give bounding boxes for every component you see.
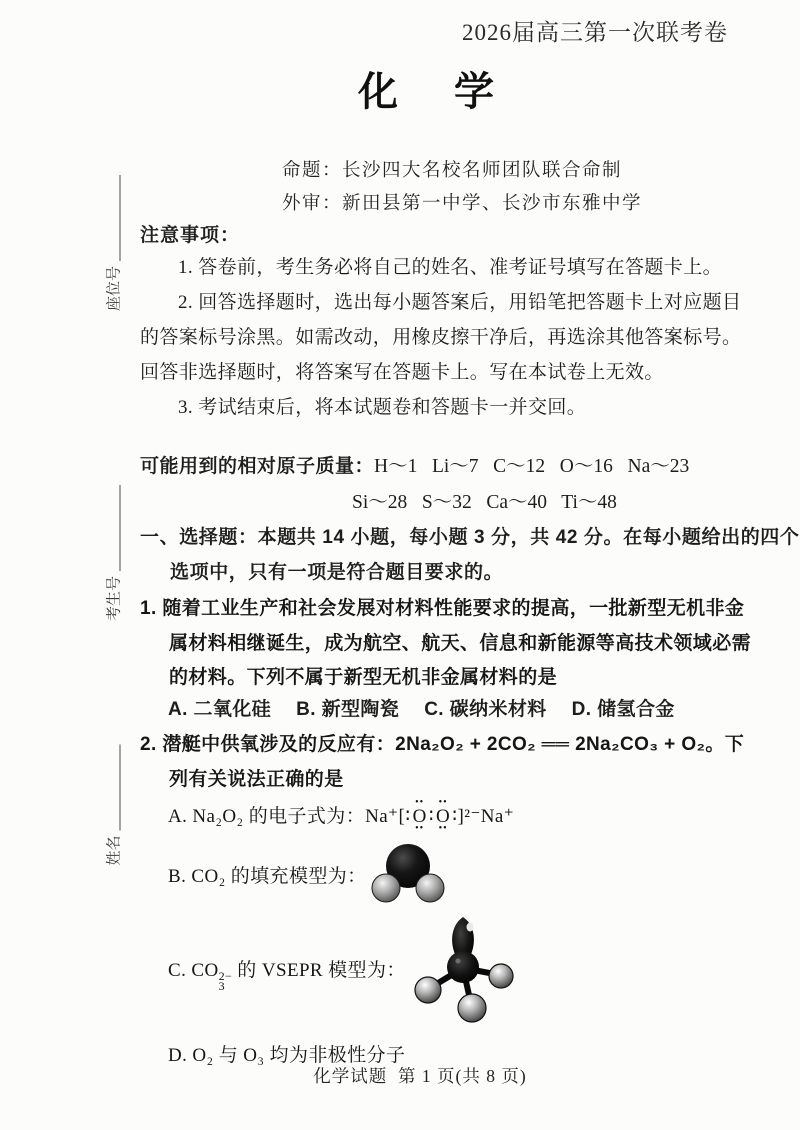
q1-option-d: D. 储氢合金 [571,699,675,720]
central-carbon-sphere [447,951,479,983]
carbonate-charge: 2− [218,969,233,983]
candidate-number-field [103,485,124,621]
atomic-masses-values-2: Si～28 S～32 Ca～40 Ti～48 [352,492,617,513]
q1-option-a: A. 二氧化硅 [168,699,272,720]
question-1-stem: 1. 随着工业生产和社会发展对材料性能要求的提高，一批新型无机非金属材料相继诞生，成为航空、航天、信息和新能源等高技术领域必需的材料。下列不属于新型无机非金属材料的是 [140,598,752,688]
co2-space-filling-model [370,842,446,906]
student-name-blank-line [120,744,121,830]
co32-vsepr-ball-stick-model [412,908,514,1038]
note-item-1: 1. 答卷前，考生务必将自己的姓名、准考证号填写在答题卡上。 [178,257,723,278]
atomic-masses-values-1: H～1 Li～7 C～12 O～16 Na～23 [374,456,690,477]
question-1-options [168,694,675,721]
q2-option-c-suffix: 的 VSEPR 模型为： [232,960,406,981]
seat-number-field [103,175,124,311]
electron-pair-separator: ∶ [428,806,435,827]
oxygen-atom-sphere [372,874,400,902]
q1-option-c: C. 碳纳米材料 [424,699,547,720]
question-2-stem: 2. 潜艇中供氧涉及的反应有：2Na₂O₂ + 2CO₂ ══ 2Na₂CO₃ + O₂。下列有关说法正确的是 [140,734,745,790]
atomic-masses-label: 可能用到的相对原子质量： [140,456,375,477]
carbonate-subscript: 3 [218,979,225,993]
seat-number-blank-line [120,175,121,261]
candidate-number-blank-line [120,485,121,571]
q2-option-a-prefix: A. Na₂O₂ 的电子式为：Na⁺[∶ [168,806,411,827]
central-carbon-highlight [455,959,460,964]
note-item-3: 3. 考试结束后，将本试题卷和答题卡一并交回。 [178,397,587,418]
candidate-number-label: 考生号 [106,575,123,622]
carbonate-charge-stack [219,971,233,991]
q2-option-a-suffix: ∶]²⁻Na⁺ [452,806,515,827]
student-name-label: 姓名 [106,835,123,866]
q2-option-c [168,908,514,1038]
note-item-2: 2. 回答选择题时，选出每小题答案后，用铅笔把答题卡上对应题目的答案标号涂黑。如需改动，用橡皮擦干净后，再选涂其他答案标号。回答非选择题时，将答案写在答题卡上。写在本试卷上无效。 [140,292,742,383]
page-footer: 化学试题 第 1 页(共 8 页) [313,1066,527,1086]
oxygen-atom-sphere [458,994,486,1022]
reviewer-line: 外审：新田县第一中学、长沙市东雅中学 [282,194,643,214]
seat-number-label: 座位号 [106,265,123,312]
oxygen-atom-sphere [416,874,444,902]
section-heading-line-2: 选项中，只有一项是符合题目要求的。 [170,562,504,583]
q2-option-c-text [168,955,406,991]
q2-option-c-prefix: C. CO [168,960,219,981]
oxygen-atom-sphere [415,977,441,1003]
notes-heading: 注意事项： [140,225,241,246]
paper-title: 化 学 [358,69,506,114]
atomic-masses-line-1 [140,450,689,478]
section-heading-line-1: 一、选择题：本题共 14 小题，每小题 3 分，共 42 分。在每小题给出的四个 [140,527,800,548]
q1-option-b: B. 新型陶瓷 [296,699,400,720]
oxygen-atom-sphere [489,964,513,988]
q2-option-d: D. O₂ 与 O₃ 均为非极性分子 [168,1045,406,1066]
student-name-field [103,744,124,865]
q2-option-a [168,801,514,828]
proposer-line: 命题：长沙四大名校名师团队联合命制 [282,161,623,181]
q2-option-b-label: B. CO₂ 的填充模型为： [168,865,367,887]
oxygen-with-lone-pair-dots: •• O •• [411,806,429,828]
lone-pair-highlight [466,923,473,932]
oxygen-with-lone-pair-dots: •• O •• [434,806,452,828]
q2-option-b [168,842,446,906]
exam-series-header: 2026届高三第一次联考卷 [462,20,728,45]
